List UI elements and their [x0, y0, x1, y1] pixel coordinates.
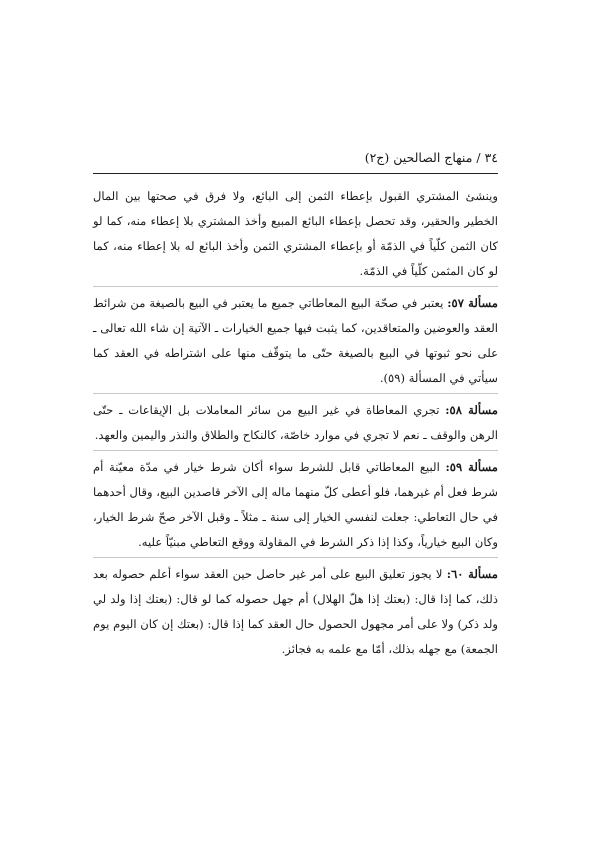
- paragraph-masala-58: [93, 398, 498, 448]
- paragraph-divider: [93, 450, 498, 451]
- paragraph-text: لا يجوز تعليق البيع على أمر غير حاصل حين العقد سواء أعلم حصوله بعد ذلك، كما إذا قال: (بعتك إذا هلّ الهلال) أم جهل حصوله كما لو قال: (بعتك إذا ولد لي ولد ذكر) ولا على أمر مجهول الحصول حال العقد كما إذا قال: (بعتك إن كان اليوم يوم الجمعة) مع جهله بذلك، أمّا مع علمه به فجائز.: [93, 567, 498, 656]
- page-body: [93, 184, 498, 662]
- paragraph-text: البيع المعاطاتي قابل للشرط سواء أكان شرط خيار في مدّة معيّنة أم شرط فعل أم غيرهما، فلو أعطى كلّ منهما ماله إلى الآخر قاصدين البيع، وقال أحدهما في حال التعاطي: جعلت لنفسي الخيار إلى سنة ـ مثلاً ـ وقبل الآخر صحّ شرط الخيار، وكان البيع خيارياً، وكذا إذا ذكر الشرط في المقاولة ووقع التعاطي مبنيّاً عليه.: [92, 460, 498, 549]
- header-rule: [93, 173, 498, 174]
- paragraph-masala-60: [93, 562, 498, 662]
- masala-label: مسألة ٥٩:: [445, 460, 499, 474]
- paragraph-masala-57: [93, 291, 498, 391]
- paragraph-text: وينشئ المشتري القبول بإعطاء الثمن إلى البائع، ولا فرق في صحتها بين المال الخطير والحقير، وقد تحصل بإعطاء البائع المبيع وأخذ المشتري بلا إعطاء منه، كما لو كان الثمن كلّياً في الذمّة أو بإعطاء المشتري الثمن وأخذ البائع له بلا إعطاء منه، كما لو كان المثمن كلّياً في الذمّة.: [93, 189, 498, 278]
- paragraph-divider: [93, 393, 498, 394]
- paragraph-text: يعتبر في صحّة البيع المعاطاتي جميع ما يعتبر في البيع بالصيغة من شرائط العقد والعوضين والمتعاقدين، كما يثبت فيها جميع الخيارات ـ الآتية إن شاء الله تعالى ـ على نحو ثبوتها في البيع بالصيغة حتّى ما يتوقّف منها على اشتراطه في العقد كما سيأتي في المسألة (٥٩).: [93, 296, 498, 385]
- masala-label: مسألة ٥٨:: [445, 403, 498, 417]
- masala-label: مسألة ٦٠:: [446, 567, 498, 581]
- paragraph-text: تجري المعاطاة في غير البيع من سائر المعاملات بل الإيقاعات ـ حتّى الرهن والوقف ـ نعم لا تجري في موارد خاصّة، كالنكاح والطلاق والنذر واليمين والعهد.: [93, 403, 498, 442]
- paragraph-intro: [93, 184, 498, 284]
- masala-label: مسألة ٥٧:: [447, 296, 498, 310]
- paragraph-divider: [93, 286, 498, 287]
- paragraph-masala-59: [93, 455, 498, 555]
- paragraph-divider: [93, 557, 498, 558]
- running-header: ٣٤ / منهاج الصالحين (ج٢): [364, 150, 498, 165]
